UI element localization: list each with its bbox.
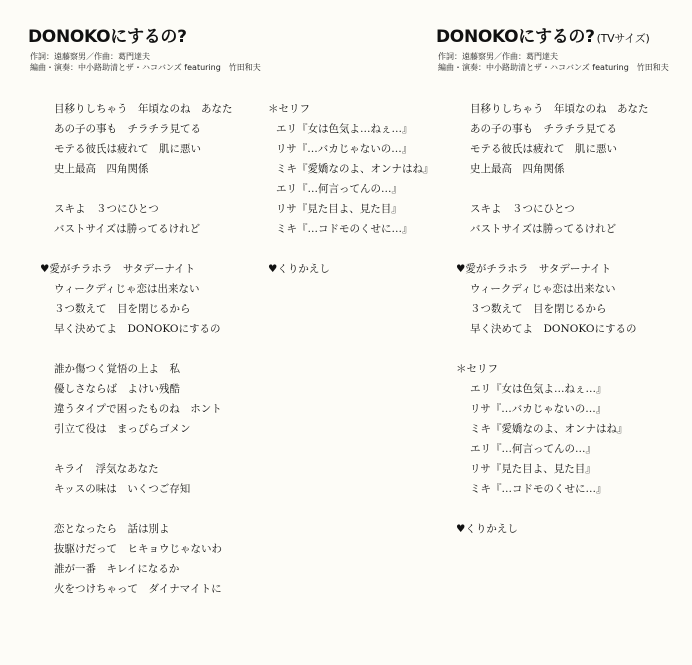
lyric-line: ３つ数えて 目を閉じるから <box>470 303 607 315</box>
serif-line: リサ『見た目よ、見た目』 <box>276 203 402 215</box>
lyric-line: 目移りしちゃう 年頃なのね あなた <box>470 103 649 115</box>
serif-heading: ＊セリフ <box>268 103 310 115</box>
lyric-line: スキよ ３つにひとつ <box>54 203 159 215</box>
left-lyrics-column <box>40 99 233 599</box>
chorus-heading: ♥愛がチラホラ サタデーナイト <box>456 263 612 275</box>
lyric-line: 火をつけちゃって ダイナマイトに <box>54 583 222 595</box>
stanza-gap <box>54 179 233 199</box>
serif-line: エリ『女は色気よ…ねぇ…』 <box>276 123 413 135</box>
lyric-line: ３つ数えて 目を閉じるから <box>54 303 191 315</box>
serif-heading: ＊セリフ <box>456 363 498 375</box>
lyric-line: スキよ ３つにひとつ <box>470 203 575 215</box>
chorus-heading: ♥愛がチラホラ サタデーナイト <box>40 263 196 275</box>
lyric-line: バストサイズは勝ってるけれど <box>470 223 617 235</box>
left-credit-lyrics-music: 作詞：遠藤察男／作曲：葛門達夫 <box>30 52 150 61</box>
stanza-gap <box>470 179 649 199</box>
stanza-gap <box>470 239 649 259</box>
serif-line: ミキ『愛嬌なのよ、オンナはね』 <box>276 163 434 175</box>
lyric-line: 引立て役は まっぴらゴメン <box>54 423 191 435</box>
serif-line: リサ『…バカじゃないの…』 <box>470 403 607 415</box>
lyric-line: 史上最高 四角関係 <box>54 163 149 175</box>
stanza-gap <box>54 439 233 459</box>
repeat-marker: ♥くりかえし <box>268 263 330 275</box>
serif-line: エリ『…何言ってんの…』 <box>470 443 596 455</box>
stanza-gap <box>268 239 434 259</box>
serif-line: リサ『…バカじゃないの…』 <box>276 143 413 155</box>
lyric-line: 目移りしちゃう 年頃なのね あなた <box>54 103 233 115</box>
serif-line: エリ『…何言ってんの…』 <box>276 183 402 195</box>
stanza-gap <box>54 239 233 259</box>
left-song-title <box>28 22 187 47</box>
lyric-line: 史上最高 四角関係 <box>470 163 565 175</box>
stanza-gap <box>470 339 649 359</box>
serif-line: エリ『女は色気よ…ねぇ…』 <box>470 383 607 395</box>
lyric-line: あの子の事も チラチラ見てる <box>54 123 201 135</box>
right-credit-arrangement: 編曲・演奏：中小路助清とザ・ハコバンズ featuring 竹田和夫 <box>438 63 669 72</box>
lyric-line: 誰が一番 キレイになるか <box>54 563 180 575</box>
serif-line: リサ『見た目よ、見た目』 <box>470 463 596 475</box>
lyric-line: 早く決めてよ DONOKOにするの <box>54 323 221 335</box>
right-title-text: DONOKOにするの? <box>436 27 595 47</box>
right-song-title <box>436 22 650 47</box>
lyric-line: バストサイズは勝ってるけれど <box>54 223 201 235</box>
lyric-line: キッスの味は いくつご存知 <box>54 483 191 495</box>
repeat-marker: ♥くりかえし <box>456 523 518 535</box>
lyric-line: モテる彼氏は疲れて 肌に悪い <box>54 143 201 155</box>
lyric-line: 誰か傷つく覚悟の上よ 私 <box>54 363 180 375</box>
lyric-line: あの子の事も チラチラ見てる <box>470 123 617 135</box>
lyric-line: キライ 浮気なあなた <box>54 463 159 475</box>
serif-line: ミキ『…コドモのくせに…』 <box>470 483 607 495</box>
right-lyrics-column <box>456 99 649 539</box>
stanza-gap <box>54 499 233 519</box>
left-credit-arrangement: 編曲・演奏：中小路助清とザ・ハコバンズ featuring 竹田和夫 <box>30 63 261 72</box>
right-credit-lyrics-music: 作詞：遠藤察男／作曲：葛門達夫 <box>438 52 558 61</box>
lyric-line: 恋となったら 話は別よ <box>54 523 170 535</box>
lyric-line: 違うタイプで困ったものね ホント <box>54 403 222 415</box>
lyric-line: 優しさならば よけい残酷 <box>54 383 180 395</box>
left-title-text: DONOKOにするの? <box>28 27 187 47</box>
lyric-line: モテる彼氏は疲れて 肌に悪い <box>470 143 617 155</box>
middle-serif-column <box>268 99 434 279</box>
serif-line: ミキ『愛嬌なのよ、オンナはね』 <box>470 423 628 435</box>
lyric-line: ウィークディじゃ恋は出来ない <box>470 283 616 295</box>
lyric-line: 早く決めてよ DONOKOにするの <box>470 323 637 335</box>
right-title-subtitle: (TVサイズ) <box>596 32 650 45</box>
lyric-line: 抜駆けだって ヒキョウじゃないわ <box>54 543 222 555</box>
lyric-line: ウィークディじゃ恋は出来ない <box>54 283 200 295</box>
serif-line: ミキ『…コドモのくせに…』 <box>276 223 413 235</box>
stanza-gap <box>470 499 649 519</box>
stanza-gap <box>54 339 233 359</box>
